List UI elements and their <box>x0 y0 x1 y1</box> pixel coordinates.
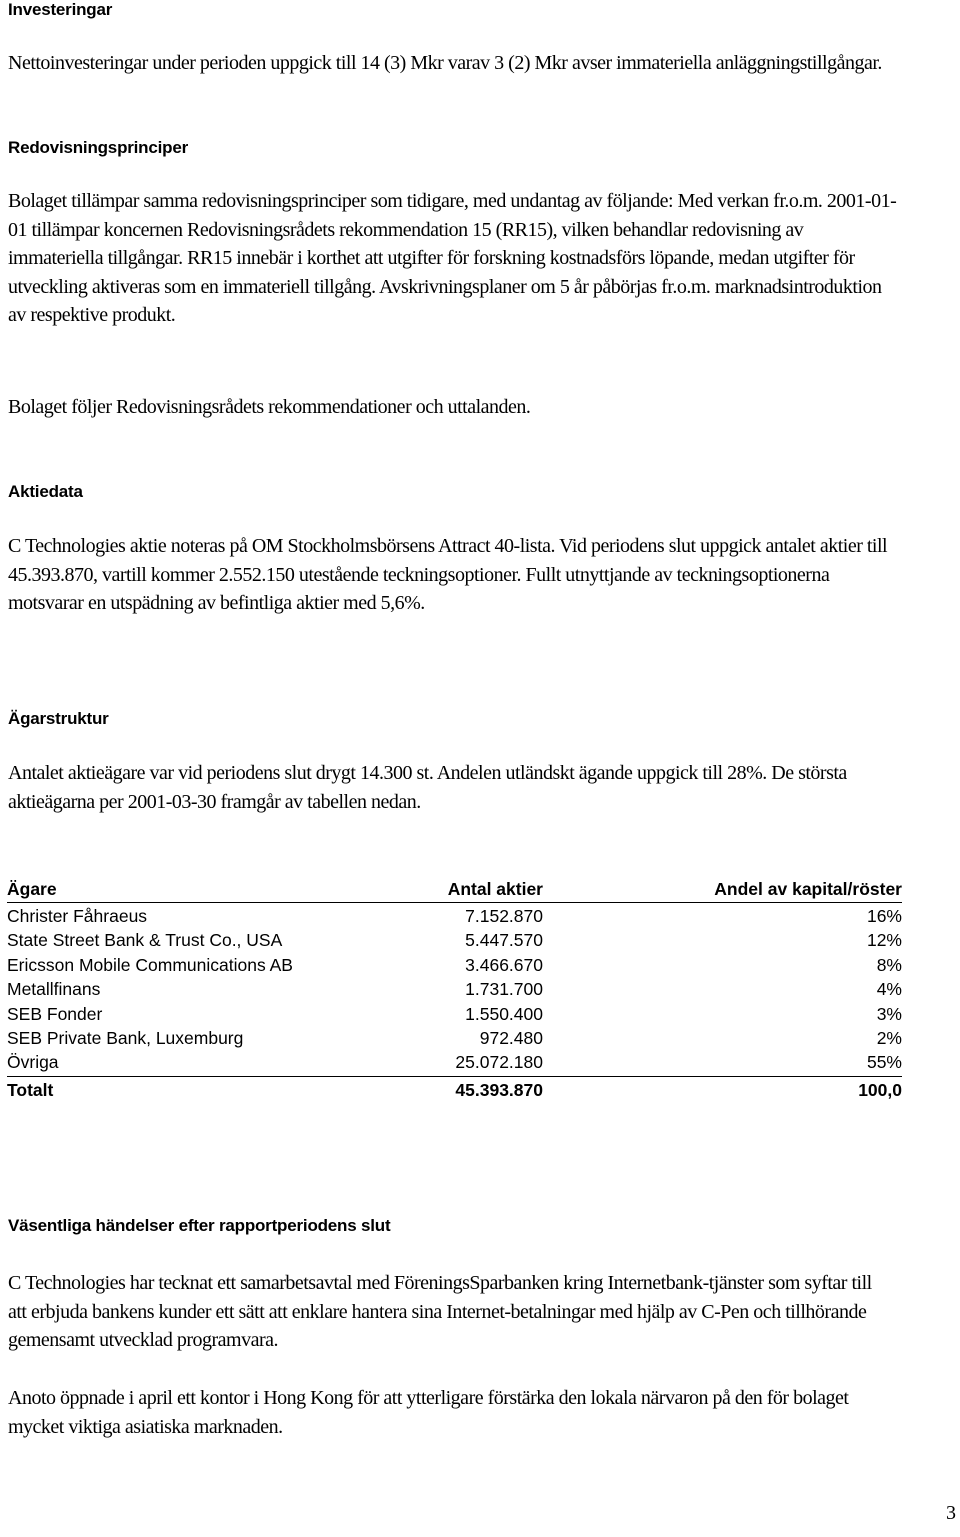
owner-name: Ericsson Mobile Communications AB <box>7 954 293 975</box>
owner-share-pct: 3% <box>876 1003 902 1024</box>
owner-name: Övriga <box>7 1052 59 1073</box>
handelser-paragraph-1: C Technologies har tecknat ett samarbetsavtal med FöreningsSparbanken kring Internetbank-tjänster som syftar till att erbjuda bankens kunder ett sätt att enklare hantera sina Internet-betalningar med hjälp av C-Pen och tillhörande gemensamt utvecklad programvara. <box>8 1272 872 1351</box>
owner-share-pct: 8% <box>876 954 902 975</box>
header-antal-aktier: Antal aktier <box>447 879 543 899</box>
total-shares: 45.393.870 <box>455 1079 543 1100</box>
investeringar-paragraph: Nettoinvesteringar under perioden uppgick till 14 (3) Mkr varav 3 (2) Mkr avser immateriella anläggningstillgångar. <box>8 52 882 74</box>
aktiedata-paragraph: C Technologies aktie noteras på OM Stockholmsbörsens Attract 40-lista. Vid periodens slut uppgick antalet aktier till 45.393.870, vartill kommer 2.552.150 utestående teckningsoptioner. Fullt utnyttjande av teckningsoptionerna motsvarar en utspädning av befintliga aktier med 5,6%. <box>8 535 888 614</box>
owner-share-pct: 12% <box>866 930 902 951</box>
table-row <box>7 1050 902 1074</box>
owner-name: Christer Fåhraeus <box>7 906 148 926</box>
owner-shares: 1.731.700 <box>465 979 543 1000</box>
owner-share-pct: 55% <box>866 1052 902 1073</box>
owner-shares: 972.480 <box>479 1027 543 1048</box>
heading-vasentliga-handelser: Väsentliga händelser efter rapportperiodens slut <box>8 1216 391 1235</box>
owner-shares: 3.466.670 <box>465 954 543 975</box>
owner-table <box>7 876 902 1103</box>
owner-share-pct: 4% <box>876 979 902 1000</box>
owner-shares: 1.550.400 <box>465 1003 543 1024</box>
header-agare: Ägare <box>7 879 57 899</box>
table-row <box>7 953 902 977</box>
table-row <box>7 928 902 952</box>
table-row <box>7 904 902 928</box>
header-andel: Andel av kapital/röster <box>714 879 902 899</box>
owner-name: Metallfinans <box>7 979 101 1000</box>
owner-shares: 7.152.870 <box>465 906 543 926</box>
heading-investeringar: Investeringar <box>8 0 113 19</box>
agarstruktur-paragraph: Antalet aktieägare var vid periodens slut drygt 14.300 st. Andelen utländskt ägande uppgick till 28%. De största aktieägarna per 2001-03-30 framgår av tabellen nedan. <box>8 762 847 813</box>
handelser-paragraph-2: Anoto öppnade i april ett kontor i Hong Kong för att ytterligare förstärka den lokala närvaron på den för bolaget mycket viktiga asiatiska marknaden. <box>8 1387 849 1438</box>
heading-redovisningsprinciper: Redovisningsprinciper <box>8 138 189 157</box>
heading-agarstruktur: Ägarstruktur <box>8 709 109 728</box>
page-number: 3 <box>946 1502 956 1524</box>
table-row <box>7 1026 902 1050</box>
owner-table-header <box>7 876 902 903</box>
table-row <box>7 977 902 1001</box>
owner-name: State Street Bank & Trust Co., USA <box>7 930 283 951</box>
heading-aktiedata: Aktiedata <box>8 482 83 501</box>
redovisningsprinciper-paragraph-2: Bolaget följer Redovisningsrådets rekommendationer och uttalanden. <box>8 396 531 418</box>
total-label: Totalt <box>7 1079 54 1100</box>
owner-share-pct: 2% <box>876 1027 902 1048</box>
owner-name: SEB Private Bank, Luxemburg <box>7 1027 244 1048</box>
owner-share-pct: 16% <box>866 906 902 926</box>
total-share-pct: 100,0 <box>858 1079 902 1100</box>
owner-name: SEB Fonder <box>7 1003 103 1024</box>
owner-shares: 5.447.570 <box>465 930 543 951</box>
table-row <box>7 1002 902 1026</box>
table-total-row <box>7 1076 902 1103</box>
owner-shares: 25.072.180 <box>455 1052 543 1073</box>
redovisningsprinciper-paragraph-1: Bolaget tillämpar samma redovisningsprinciper som tidigare, med undantag av följande: Med verkan fr.o.m. 2001-01-01 tillämpar koncernen Redovisningsrådets rekommendation 15 (RR15), vilken behandlar redovisning av immateriella tillgångar. RR15 innebär i korthet att utgifter för forskning kostnadsförs löpande, medan utgifter för utveckling aktiveras som en immateriell tillgång. Avskrivningsplaner om 5 år påbörjas fr.o.m. marknadsintroduktion av respektive produkt. <box>8 190 897 326</box>
